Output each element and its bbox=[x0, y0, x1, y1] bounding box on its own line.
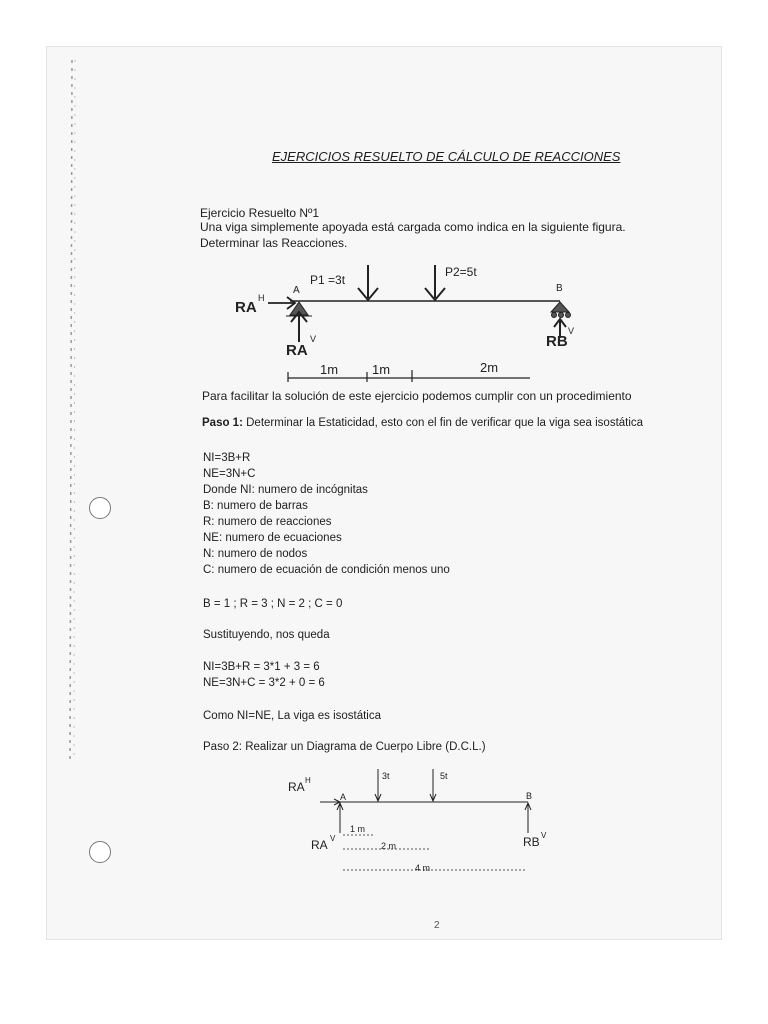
punch-hole-top bbox=[89, 497, 111, 519]
ra-h-superscript: H bbox=[258, 293, 265, 303]
load-p2-arrow bbox=[425, 265, 445, 300]
punch-hole-bottom bbox=[89, 841, 111, 863]
beam-figure bbox=[230, 260, 590, 385]
support-b-roller bbox=[551, 302, 571, 318]
support-b-label: B bbox=[556, 283, 563, 294]
support-a-pin bbox=[286, 302, 312, 316]
fbd-ra-v-label: RA bbox=[311, 838, 328, 852]
page-number: 2 bbox=[434, 920, 440, 931]
definition-b: B: numero de barras bbox=[203, 500, 308, 512]
calc-ni: NI=3B+R = 3*1 + 3 = 6 bbox=[203, 661, 320, 673]
calc-ne: NE=3N+C = 3*2 + 0 = 6 bbox=[203, 677, 325, 689]
definition-r: R: numero de reacciones bbox=[203, 516, 332, 528]
fbd-rb-v-superscript: V bbox=[541, 831, 547, 840]
rb-v-superscript: V bbox=[568, 326, 575, 336]
fbd-load-3t-arrow bbox=[375, 769, 381, 801]
fbd-point-b: B bbox=[526, 791, 533, 801]
load-p1-arrow bbox=[358, 265, 378, 300]
fbd-ra-horizontal-arrow bbox=[320, 799, 340, 805]
load-p2-label: P2=5t bbox=[445, 265, 477, 279]
dim-label-1: 1m bbox=[320, 362, 339, 377]
definition-ni-meaning: Donde NI: numero de incógnitas bbox=[203, 484, 368, 496]
definition-ne-meaning: NE: numero de ecuaciones bbox=[203, 532, 342, 544]
page-title: EJERCICIOS RESUELTO DE CÁLCULO DE REACCIONES bbox=[272, 149, 621, 164]
fbd-point-a: A bbox=[340, 792, 347, 802]
fbd-load-3t-label: 3t bbox=[382, 771, 390, 781]
fbd-ra-v-superscript: V bbox=[330, 834, 336, 843]
fbd-dim-2m-label: 2 m bbox=[381, 841, 397, 851]
exercise-heading: Ejercicio Resuelto Nº1 bbox=[200, 206, 320, 220]
conclusion-text: Como NI=NE, La viga es isostática bbox=[203, 710, 382, 722]
definition-n: N: numero de nodos bbox=[203, 548, 308, 560]
ra-v-superscript: V bbox=[310, 334, 317, 344]
definition-ni: NI=3B+R bbox=[203, 452, 251, 464]
fbd-ra-vertical-arrow bbox=[337, 803, 343, 833]
fbd-ra-h-superscript: H bbox=[305, 776, 311, 785]
fbd-load-5t-label: 5t bbox=[440, 771, 448, 781]
step-1-label: Paso 1: bbox=[202, 417, 243, 429]
dim-label-3: 2m bbox=[480, 360, 499, 375]
ra-horizontal-arrow bbox=[268, 297, 295, 309]
intro-text: Para facilitar la solución de este ejercicio podemos cumplir con un procedimiento bbox=[202, 389, 632, 403]
ra-v-label: RA bbox=[286, 342, 308, 359]
ra-h-label: RA bbox=[235, 299, 257, 316]
step-2: Paso 2: Realizar un Diagrama de Cuerpo Libre (D.C.L.) bbox=[203, 741, 486, 753]
step-1-text: Determinar la Estaticidad, esto con el fin de verificar que la viga sea isostática bbox=[242, 417, 644, 429]
fbd-dim-1m-label: 1 m bbox=[350, 824, 366, 834]
fbd-dim-4m-label: 4 m bbox=[415, 863, 431, 873]
free-body-diagram bbox=[285, 765, 545, 880]
definition-c: C: numero de ecuación de condición menos uno bbox=[203, 564, 450, 576]
fbd-load-5t-arrow bbox=[430, 769, 436, 801]
definition-ne: NE=3N+C bbox=[203, 468, 256, 480]
support-a-label: A bbox=[293, 285, 300, 296]
fbd-rb-v-label: RB bbox=[523, 835, 540, 849]
statement-line-2: Determinar las Reacciones. bbox=[200, 236, 348, 250]
step-1 bbox=[202, 417, 643, 429]
values-line: B = 1 ; R = 3 ; N = 2 ; C = 0 bbox=[203, 598, 343, 610]
binding-edge-noise bbox=[60, 60, 80, 760]
statement-line-1: Una viga simplemente apoyada está cargada como indica en la siguiente figura. bbox=[200, 220, 626, 234]
load-p1-label: P1 =3t bbox=[310, 273, 346, 287]
rb-v-label: RB bbox=[546, 333, 568, 350]
dim-label-2: 1m bbox=[372, 362, 391, 377]
fbd-ra-h-label: RA bbox=[288, 780, 305, 794]
fbd-rb-vertical-arrow bbox=[525, 803, 531, 833]
substituting-text: Sustituyendo, nos queda bbox=[203, 629, 330, 641]
